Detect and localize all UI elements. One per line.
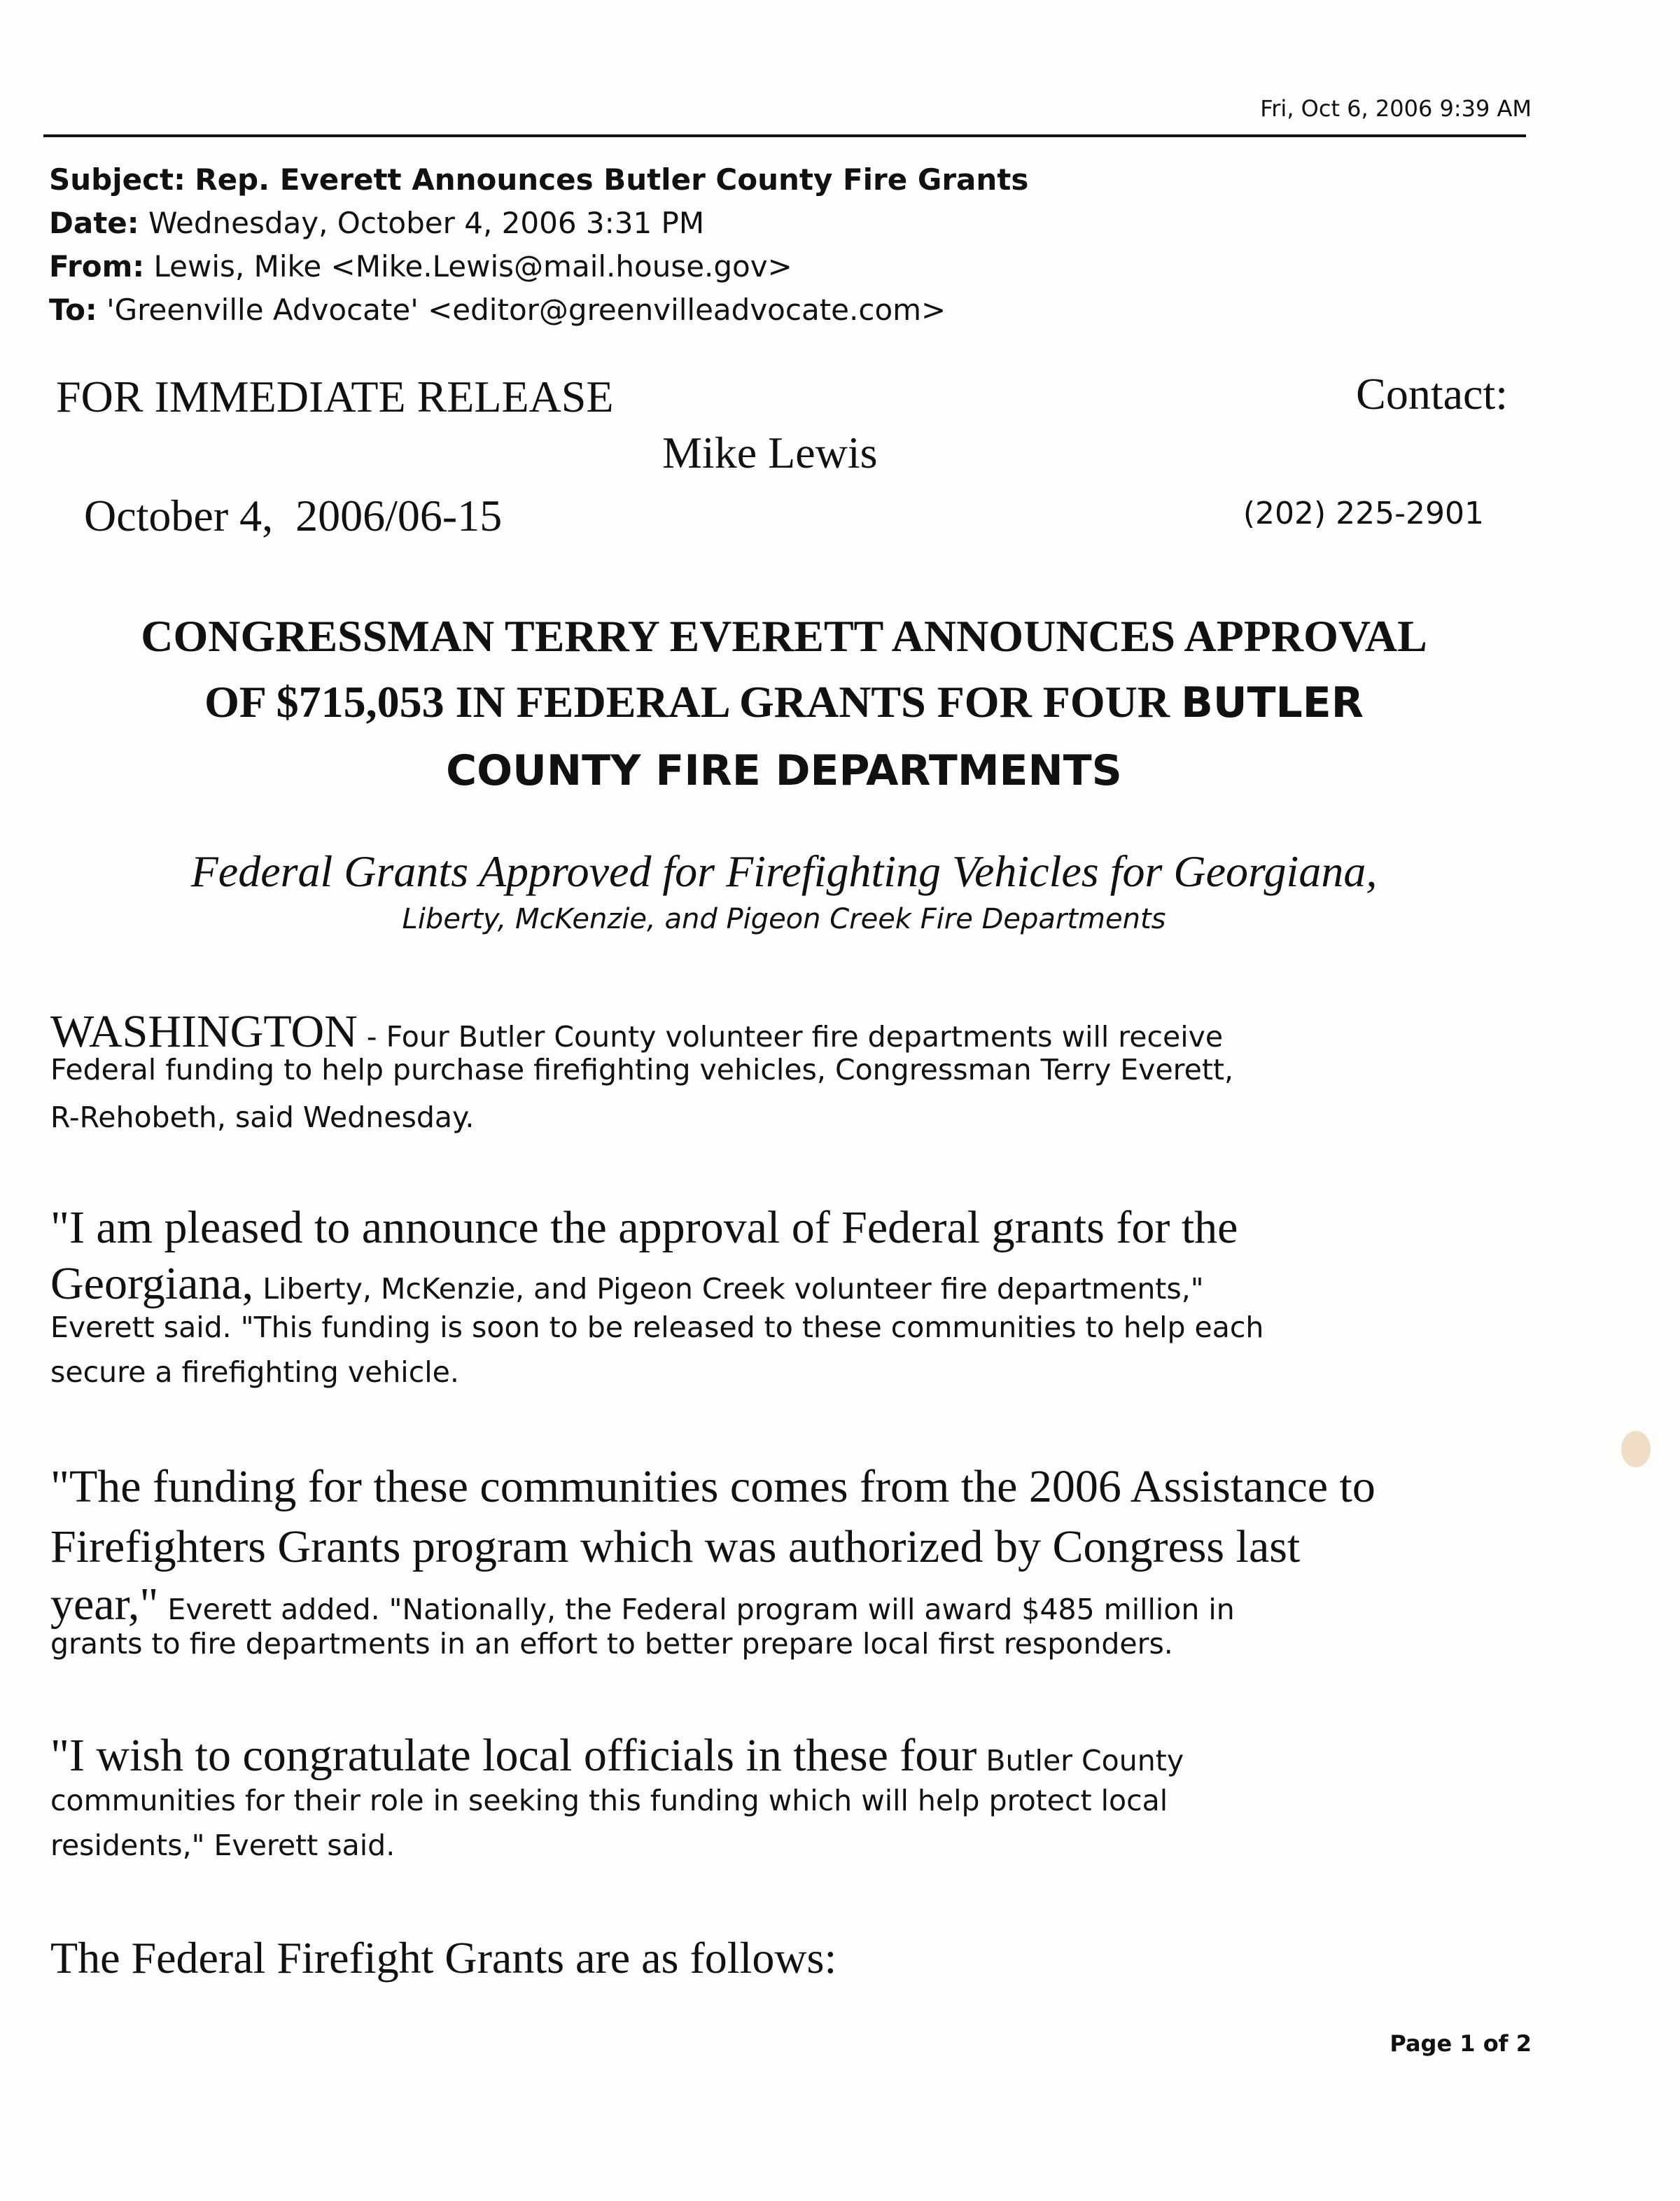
dateline: WASHINGTON (50, 1006, 358, 1057)
headline-line-2-main: OF $715,053 IN FEDERAL GRANTS FOR FOUR (204, 677, 1170, 727)
email-from-row (49, 249, 792, 284)
paragraph-line: "I am pleased to announce the approval of Federal grants for the (50, 1202, 1238, 1253)
headline-line-2 (0, 669, 1568, 736)
email-to-label: To: (49, 293, 97, 327)
contact-phone: (202) 225-2901 (1242, 496, 1484, 531)
headline-line-1: CONGRESSMAN TERRY EVERETT ANNOUNCES APPROVAL (141, 611, 1427, 661)
paragraph-quote-1 (50, 1201, 1534, 1400)
email-from: Lewis, Mike <Mike.Lewis@mail.house.gov> (153, 249, 792, 284)
headline-line-2-tail: BUTLER (1181, 678, 1364, 727)
paragraph-line: secure a firefighting vehicle. (50, 1355, 459, 1389)
paper-stain (1621, 1431, 1651, 1467)
email-to-row (49, 293, 946, 327)
paragraph-line: WASHINGTON - Four Butler County volunteer fire departments will receive (50, 1006, 1224, 1057)
header-divider (43, 134, 1526, 137)
email-to: 'Greenville Advocate' <editor@greenvilleadvocate.com> (106, 293, 946, 327)
subheadline-line-1: Federal Grants Approved for Firefighting Vehicles for Georgiana, (190, 846, 1378, 896)
paragraph-line: grants to fire departments in an effort to better prepare local first responders. (50, 1627, 1173, 1661)
email-subject: Rep. Everett Announces Butler County Fire Grants (195, 162, 1029, 197)
email-date: Wednesday, October 4, 2006 3:31 PM (148, 206, 705, 240)
email-subject-label: Subject: (49, 162, 186, 197)
paragraph-line: R-Rehobeth, said Wednesday. (50, 1100, 475, 1134)
paragraph-quote-3 (50, 1729, 1534, 1873)
email-subject-row (49, 162, 1028, 197)
email-date-label: Date: (49, 206, 139, 240)
page-number: Page 1 of 2 (1390, 2030, 1532, 2057)
paragraph-line: Everett said. "This funding is soon to be released to these communities to help each (50, 1311, 1264, 1344)
headline (0, 603, 1568, 806)
release-date: October 4, 2006/06-15 (84, 491, 503, 540)
email-from-label: From: (49, 249, 145, 284)
paragraph-line: residents," Everett said. (50, 1829, 396, 1862)
paragraph-line: "I wish to congratulate local officials in these four Butler County (50, 1730, 1184, 1781)
release-label: FOR IMMEDIATE RELEASE (56, 372, 614, 421)
print-timestamp: Fri, Oct 6, 2006 9:39 AM (1260, 95, 1532, 122)
email-date-row (49, 206, 704, 240)
grants-list-intro: The Federal Firefight Grants are as follows: (50, 1933, 837, 1983)
paragraph-line: Federal funding to help purchase firefighting vehicles, Congressman Terry Everett, (50, 1053, 1234, 1086)
paragraph-line: year," Everett added. "Nationally, the Federal program will award $485 million in (50, 1579, 1235, 1630)
paragraph-washington (50, 1005, 1534, 1148)
paragraph-line: communities for their role in seeking this funding which will help protect local (50, 1784, 1168, 1817)
subheadline-line-2: Liberty, McKenzie, and Pigeon Creek Fire Departments (402, 903, 1166, 935)
contact-name: Mike Lewis (662, 428, 878, 477)
paragraph-line: Georgiana, Liberty, McKenzie, and Pigeon Creek volunteer fire departments," (50, 1258, 1204, 1309)
contact-label: Contact: (1356, 369, 1508, 419)
paragraph-line: Firefighters Grants program which was authorized by Congress last (50, 1521, 1301, 1572)
headline-line-3: COUNTY FIRE DEPARTMENTS (446, 746, 1122, 795)
paragraph-quote-2 (50, 1460, 1534, 1672)
paragraph-line: "The funding for these communities comes from the 2006 Assistance to (50, 1461, 1376, 1512)
